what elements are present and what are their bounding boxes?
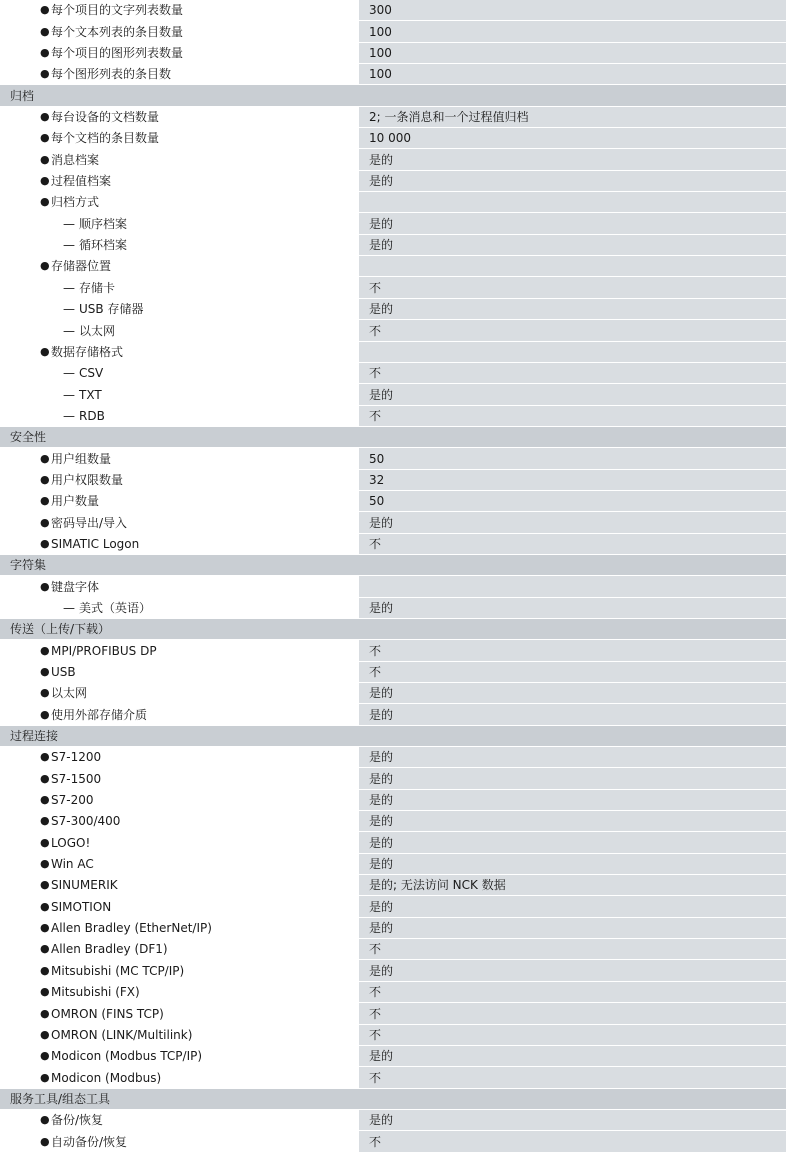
spec-label-cell	[0, 1003, 357, 1023]
spec-label: Allen Bradley (EtherNet/IP)	[51, 921, 212, 936]
spec-value: 不	[359, 662, 786, 682]
spec-row	[0, 213, 786, 234]
spec-label: USB	[51, 665, 76, 679]
bullet-icon: ●	[40, 942, 50, 956]
spec-label: 每个项目的图形列表数量	[51, 46, 184, 61]
spec-label-cell	[0, 854, 357, 874]
spec-label: OMRON (LINK/Multilink)	[51, 1027, 193, 1042]
spec-value: 50	[359, 491, 786, 511]
spec-value: 32	[359, 470, 786, 490]
bullet-icon: ●	[40, 1113, 50, 1127]
spec-label: Modicon (Modbus)	[51, 1070, 162, 1085]
spec-label: 每个文本列表的条目数量	[51, 24, 184, 39]
dash-icon: —	[63, 387, 75, 402]
spec-label-cell	[0, 662, 357, 682]
bullet-icon: ●	[40, 963, 50, 977]
spec-value: 100	[359, 43, 786, 63]
spec-label-cell	[0, 1046, 357, 1066]
spec-row	[0, 683, 786, 704]
bullet-icon: ●	[40, 857, 50, 871]
spec-value: 是的	[359, 768, 786, 788]
bullet-icon: ●	[40, 643, 50, 657]
spec-label-cell	[0, 277, 357, 297]
spec-label-cell	[0, 342, 357, 362]
spec-label: 美式（英语）	[79, 600, 152, 615]
spec-value: 是的	[359, 512, 786, 532]
section-header	[0, 427, 786, 448]
section-value-cell	[359, 619, 786, 639]
spec-label: S7-200	[51, 793, 94, 808]
spec-row	[0, 662, 786, 683]
spec-value	[359, 342, 786, 362]
spec-label-cell	[0, 747, 357, 767]
spec-row	[0, 149, 786, 170]
spec-label: 过程值档案	[51, 174, 112, 189]
section-header	[0, 555, 786, 576]
spec-value: 是的	[359, 790, 786, 810]
spec-row	[0, 406, 786, 427]
spec-label: 每个图形列表的条目数	[51, 67, 172, 82]
bullet-icon: ●	[40, 24, 50, 38]
dash-icon: —	[63, 600, 75, 615]
spec-label: 以太网	[51, 686, 88, 701]
bullet-icon: ●	[40, 259, 50, 273]
bullet-icon: ●	[40, 921, 50, 935]
spec-label-cell	[0, 107, 357, 127]
spec-row	[0, 982, 786, 1003]
spec-label: MPI/PROFIBUS DP	[51, 643, 157, 658]
spec-value: 2; 一条消息和一个过程值归档	[359, 107, 786, 127]
spec-label-cell	[0, 128, 357, 148]
spec-label: 用户数量	[51, 494, 100, 509]
spec-label-cell	[0, 213, 357, 233]
spec-value: 是的	[359, 1110, 786, 1130]
spec-value: 不	[359, 406, 786, 426]
dash-icon: —	[63, 280, 75, 295]
bullet-icon: ●	[40, 67, 50, 81]
bullet-icon: ●	[40, 1134, 50, 1148]
spec-value: 是的	[359, 213, 786, 233]
section-title: 字符集	[10, 558, 47, 573]
spec-value: 是的	[359, 171, 786, 191]
spec-row	[0, 320, 786, 341]
bullet-icon: ●	[40, 750, 50, 764]
section-title: 归档	[10, 88, 35, 103]
spec-value: 100	[359, 64, 786, 84]
bullet-icon: ●	[40, 1006, 50, 1020]
bullet-icon: ●	[40, 707, 50, 721]
spec-row	[0, 256, 786, 277]
spec-label-cell	[0, 1110, 357, 1130]
spec-label: Win AC	[51, 857, 94, 872]
bullet-icon: ●	[40, 174, 50, 188]
spec-value: 是的	[359, 960, 786, 980]
bullet-icon: ●	[40, 451, 50, 465]
spec-label-cell	[0, 43, 357, 63]
spec-label-cell	[0, 1131, 357, 1151]
spec-label: USB 存储器	[79, 302, 144, 317]
spec-value	[359, 576, 786, 596]
spec-value: 100	[359, 21, 786, 41]
spec-label: 密码导出/导入	[51, 515, 128, 530]
spec-label-cell	[0, 939, 357, 959]
bullet-icon: ●	[40, 1070, 50, 1084]
section-value-cell	[359, 1089, 786, 1109]
spec-value: 不	[359, 640, 786, 660]
dash-icon: —	[63, 238, 75, 253]
spec-label: 用户组数量	[51, 451, 112, 466]
spec-row	[0, 192, 786, 213]
spec-label-cell	[0, 21, 357, 41]
spec-label-cell	[0, 149, 357, 169]
spec-row	[0, 277, 786, 298]
spec-label: 每个文档的条目数量	[51, 131, 160, 146]
bullet-icon: ●	[40, 686, 50, 700]
spec-row	[0, 299, 786, 320]
spec-label: 循环档案	[79, 238, 128, 253]
bullet-icon: ●	[40, 985, 50, 999]
spec-value: 是的	[359, 854, 786, 874]
spec-label-cell	[0, 918, 357, 938]
spec-label: 备份/恢复	[51, 1113, 104, 1128]
spec-row	[0, 470, 786, 491]
spec-value: 是的; 无法访问 NCK 数据	[359, 875, 786, 895]
spec-row	[0, 171, 786, 192]
spec-row	[0, 384, 786, 405]
spec-label-cell	[0, 534, 357, 554]
bullet-icon: ●	[40, 494, 50, 508]
spec-label: Allen Bradley (DF1)	[51, 942, 168, 957]
spec-row	[0, 747, 786, 768]
spec-label: 键盘字体	[51, 579, 100, 594]
dash-icon: —	[63, 216, 75, 231]
spec-label-cell	[0, 790, 357, 810]
spec-label-cell	[0, 363, 357, 383]
bullet-icon: ●	[40, 152, 50, 166]
spec-value: 不	[359, 982, 786, 1002]
spec-label: SIMOTION	[51, 899, 112, 914]
spec-row	[0, 43, 786, 64]
spec-label-cell	[0, 896, 357, 916]
dash-icon: —	[63, 408, 75, 423]
spec-label-cell	[0, 640, 357, 660]
spec-row	[0, 598, 786, 619]
spec-label: 以太网	[79, 323, 116, 338]
section-value-cell	[359, 555, 786, 575]
bullet-icon: ●	[40, 814, 50, 828]
spec-label-cell	[0, 171, 357, 191]
spec-value: 是的	[359, 832, 786, 852]
spec-value: 不	[359, 277, 786, 297]
spec-row	[0, 1067, 786, 1088]
spec-label-cell	[0, 1025, 357, 1045]
spec-value: 不	[359, 1003, 786, 1023]
spec-value: 50	[359, 448, 786, 468]
spec-label: S7-300/400	[51, 814, 121, 829]
spec-value: 是的	[359, 149, 786, 169]
spec-value: 不	[359, 320, 786, 340]
bullet-icon: ●	[40, 835, 50, 849]
spec-label: SIMATIC Logon	[51, 536, 140, 551]
spec-value: 不	[359, 1131, 786, 1151]
spec-row	[0, 1110, 786, 1131]
spec-row	[0, 790, 786, 811]
spec-value: 是的	[359, 811, 786, 831]
section-title: 传送（上传/下载）	[10, 622, 111, 637]
spec-label: Mitsubishi (FX)	[51, 985, 140, 1000]
spec-row	[0, 342, 786, 363]
spec-label-cell	[0, 811, 357, 831]
spec-label-cell	[0, 299, 357, 319]
bullet-icon: ●	[40, 771, 50, 785]
spec-value: 是的	[359, 299, 786, 319]
spec-label: Modicon (Modbus TCP/IP)	[51, 1049, 203, 1064]
spec-label-cell	[0, 406, 357, 426]
bullet-icon: ●	[40, 344, 50, 358]
spec-label-cell	[0, 448, 357, 468]
spec-label-cell	[0, 960, 357, 980]
section-title: 服务工具/组态工具	[10, 1091, 111, 1106]
section-value-cell	[359, 726, 786, 746]
spec-label-cell	[0, 875, 357, 895]
spec-label-cell	[0, 832, 357, 852]
spec-label-cell	[0, 576, 357, 596]
spec-row	[0, 1046, 786, 1067]
spec-row	[0, 491, 786, 512]
dash-icon: —	[63, 366, 75, 381]
spec-value: 300	[359, 0, 786, 20]
bullet-icon: ●	[40, 1027, 50, 1041]
spec-label: LOGO!	[51, 835, 91, 850]
section-title: 安全性	[10, 430, 47, 445]
spec-label: S7-1200	[51, 750, 102, 765]
spec-value	[359, 256, 786, 276]
bullet-icon: ●	[40, 899, 50, 913]
spec-value: 是的	[359, 896, 786, 916]
spec-label-cell	[0, 768, 357, 788]
spec-row	[0, 854, 786, 875]
spec-row	[0, 512, 786, 533]
spec-label: 存储卡	[79, 280, 116, 295]
bullet-icon: ●	[40, 472, 50, 486]
spec-value: 是的	[359, 918, 786, 938]
spec-row	[0, 640, 786, 661]
spec-label-cell	[0, 256, 357, 276]
spec-row	[0, 0, 786, 21]
spec-label: SINUMERIK	[51, 878, 118, 893]
bullet-icon: ●	[40, 579, 50, 593]
spec-row	[0, 918, 786, 939]
spec-label: 每台设备的文档数量	[51, 110, 160, 125]
spec-label: Mitsubishi (MC TCP/IP)	[51, 963, 185, 978]
spec-label-cell	[0, 683, 357, 703]
bullet-icon: ●	[40, 536, 50, 550]
section-value-cell	[359, 427, 786, 447]
spec-row	[0, 960, 786, 981]
spec-label: CSV	[79, 366, 104, 381]
section-title: 过程连接	[10, 729, 59, 744]
bullet-icon: ●	[40, 3, 50, 17]
spec-label: 存储器位置	[51, 259, 112, 274]
bullet-icon: ●	[40, 878, 50, 892]
bullet-icon: ●	[40, 46, 50, 60]
spec-value: 不	[359, 939, 786, 959]
spec-label: 自动备份/恢复	[51, 1134, 128, 1149]
spec-value	[359, 192, 786, 212]
spec-row	[0, 235, 786, 256]
spec-row	[0, 704, 786, 725]
spec-value: 是的	[359, 384, 786, 404]
spec-value: 不	[359, 1025, 786, 1045]
spec-label-cell	[0, 384, 357, 404]
spec-value: 是的	[359, 683, 786, 703]
spec-row	[0, 1003, 786, 1024]
spec-value: 不	[359, 534, 786, 554]
section-header	[0, 726, 786, 747]
spec-value: 是的	[359, 598, 786, 618]
spec-value: 10 000	[359, 128, 786, 148]
spec-label-cell	[0, 192, 357, 212]
spec-label: 数据存储格式	[51, 344, 124, 359]
spec-row	[0, 64, 786, 85]
spec-label: 使用外部存储介质	[51, 707, 148, 722]
spec-row	[0, 1025, 786, 1046]
spec-label: 用户权限数量	[51, 472, 124, 487]
spec-label-cell	[0, 1067, 357, 1087]
spec-row	[0, 107, 786, 128]
dash-icon: —	[63, 323, 75, 338]
spec-row	[0, 363, 786, 384]
spec-label-cell	[0, 320, 357, 340]
spec-row	[0, 1131, 786, 1152]
spec-value: 是的	[359, 235, 786, 255]
spec-row	[0, 21, 786, 42]
spec-label-cell	[0, 235, 357, 255]
spec-row	[0, 811, 786, 832]
spec-label-cell	[0, 64, 357, 84]
dash-icon: —	[63, 302, 75, 317]
spec-label-cell	[0, 598, 357, 618]
spec-label-cell	[0, 491, 357, 511]
spec-label: S7-1500	[51, 771, 102, 786]
section-header	[0, 85, 786, 106]
section-header	[0, 619, 786, 640]
spec-label: OMRON (FINS TCP)	[51, 1006, 164, 1021]
spec-row	[0, 832, 786, 853]
spec-value: 不	[359, 1067, 786, 1087]
bullet-icon: ●	[40, 665, 50, 678]
spec-label-cell	[0, 470, 357, 490]
spec-value: 是的	[359, 747, 786, 767]
spec-label: 每个项目的文字列表数量	[51, 3, 184, 18]
spec-row	[0, 875, 786, 896]
spec-row	[0, 768, 786, 789]
spec-row	[0, 939, 786, 960]
spec-label-cell	[0, 512, 357, 532]
spec-row	[0, 128, 786, 149]
spec-row	[0, 534, 786, 555]
spec-label-cell	[0, 0, 357, 20]
bullet-icon: ●	[40, 131, 50, 145]
bullet-icon: ●	[40, 793, 50, 807]
spec-row	[0, 576, 786, 597]
bullet-icon: ●	[40, 1049, 50, 1063]
section-value-cell	[359, 85, 786, 105]
spec-value: 是的	[359, 704, 786, 724]
section-header	[0, 1089, 786, 1110]
spec-label: 归档方式	[51, 195, 100, 210]
spec-label-cell	[0, 982, 357, 1002]
spec-label: RDB	[79, 408, 105, 423]
spec-label-cell	[0, 704, 357, 724]
spec-row	[0, 448, 786, 469]
bullet-icon: ●	[40, 195, 50, 209]
spec-label: TXT	[79, 387, 102, 402]
bullet-icon: ●	[40, 515, 50, 529]
spec-value: 不	[359, 363, 786, 383]
spec-label: 消息档案	[51, 152, 100, 167]
spec-label: 顺序档案	[79, 216, 128, 231]
spec-row	[0, 896, 786, 917]
spec-value: 是的	[359, 1046, 786, 1066]
bullet-icon: ●	[40, 110, 50, 124]
